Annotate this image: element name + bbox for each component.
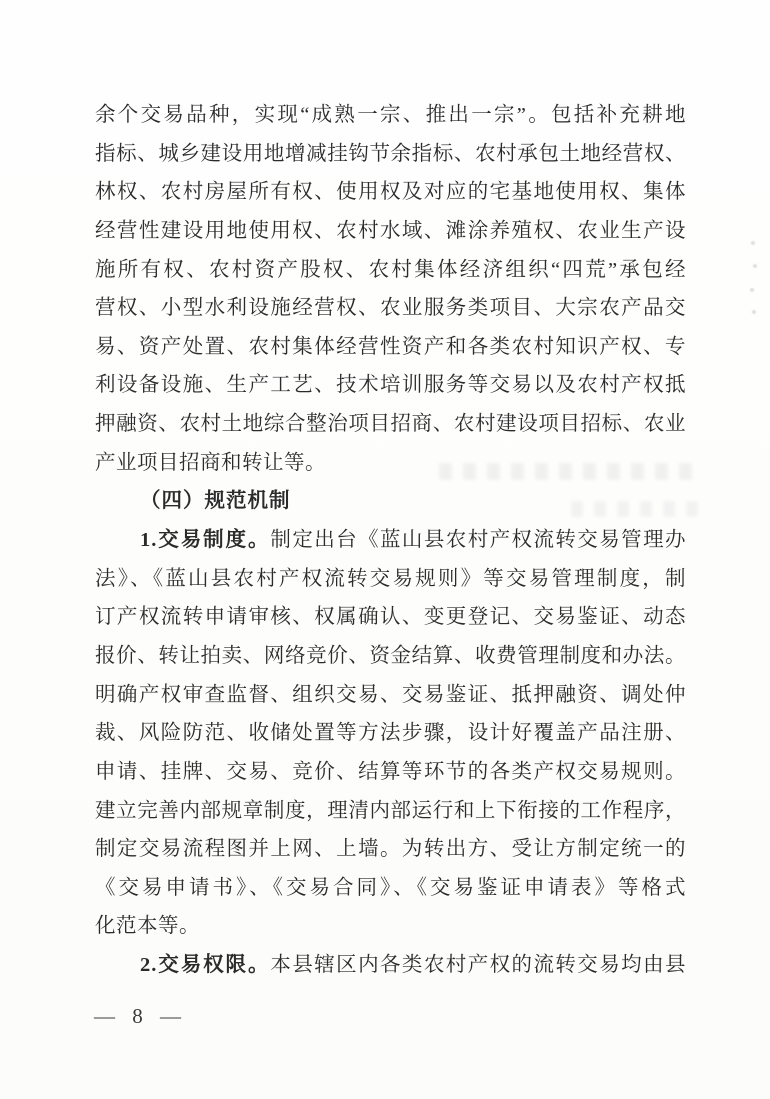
text-line: 1.交易制度。制定出台《蓝山县农村产权流转交易管理办: [140, 529, 686, 552]
text-line: 法》、《蓝山县农村产权流转交易规则》等交易管理制度，制: [95, 567, 686, 590]
text-line: 裁、风险防范、收储处置等方法步骤，设计好覆盖产品注册、: [95, 722, 686, 745]
scan-noise-dot: [753, 264, 757, 268]
text-line: 2.交易权限。本县辖区内各类农村产权的流转交易均由县: [140, 954, 686, 977]
text-line: 施所有权、农村资产股权、农村集体经济组织“四荒”承包经: [95, 258, 686, 281]
text-line: 申请、挂牌、交易、竞价、结算等环节的各类产权交易规则。: [95, 760, 686, 783]
text-line: 《交易申请书》、《交易合同》、《交易鉴证申请表》等格式: [95, 876, 686, 899]
bold-run: 1.交易制度。: [140, 529, 271, 552]
bold-run: 2.交易权限。: [140, 954, 271, 977]
page-number: — 8 —: [94, 1004, 187, 1028]
text-line: 营权、小型水利设施经营权、农业服务类项目、大宗农产品交: [95, 297, 686, 320]
text-line: 余个交易品种，实现“成熟一宗、推出一宗”。包括补充耕地: [95, 104, 686, 126]
text-block: [95, 96, 686, 985]
scan-noise-dot: [752, 310, 756, 314]
scan-noise-dot: [751, 241, 755, 245]
text-line: 林权、农村房屋所有权、使用权及对应的宅基地使用权、集体: [95, 181, 686, 204]
text-line: 押融资、农村土地综合整治项目招商、农村建设项目招标、农业: [95, 413, 686, 436]
text-line: 建立完善内部规章制度，理清内部运行和上下衔接的工作程序，: [95, 799, 686, 822]
text-line: 易、资产处置、农村集体经营性资产和各类农村知识产权、专: [95, 335, 686, 358]
text-line: [95, 482, 686, 521]
text-line: 化范本等。: [95, 915, 200, 938]
bold-run: （四）规范机制: [140, 490, 291, 513]
text-line: 明确产权审查监督、组织交易、交易鉴证、抵押融资、调处仲: [95, 683, 686, 706]
text-line: 制定交易流程图并上网、上墙。为转出方、受让方制定统一的: [95, 838, 686, 861]
text-line: 经营性建设用地使用权、农村水域、滩涂养殖权、农业生产设: [95, 219, 686, 242]
text-line: 订产权流转申请审核、权属确认、变更登记、交易鉴证、动态: [95, 606, 686, 629]
text-line: 利设备设施、生产工艺、技术培训服务等交易以及农村产权抵: [95, 374, 686, 397]
text-line: 产业项目招商和转让等。: [95, 451, 326, 474]
text-line: 指标、城乡建设用地增减挂钩节余指标、农村承包土地经营权、: [95, 142, 686, 165]
scan-noise-dot: [750, 288, 754, 292]
text-line: 报价、转让拍卖、网络竞价、资金结算、收费管理制度和办法。: [95, 644, 686, 667]
